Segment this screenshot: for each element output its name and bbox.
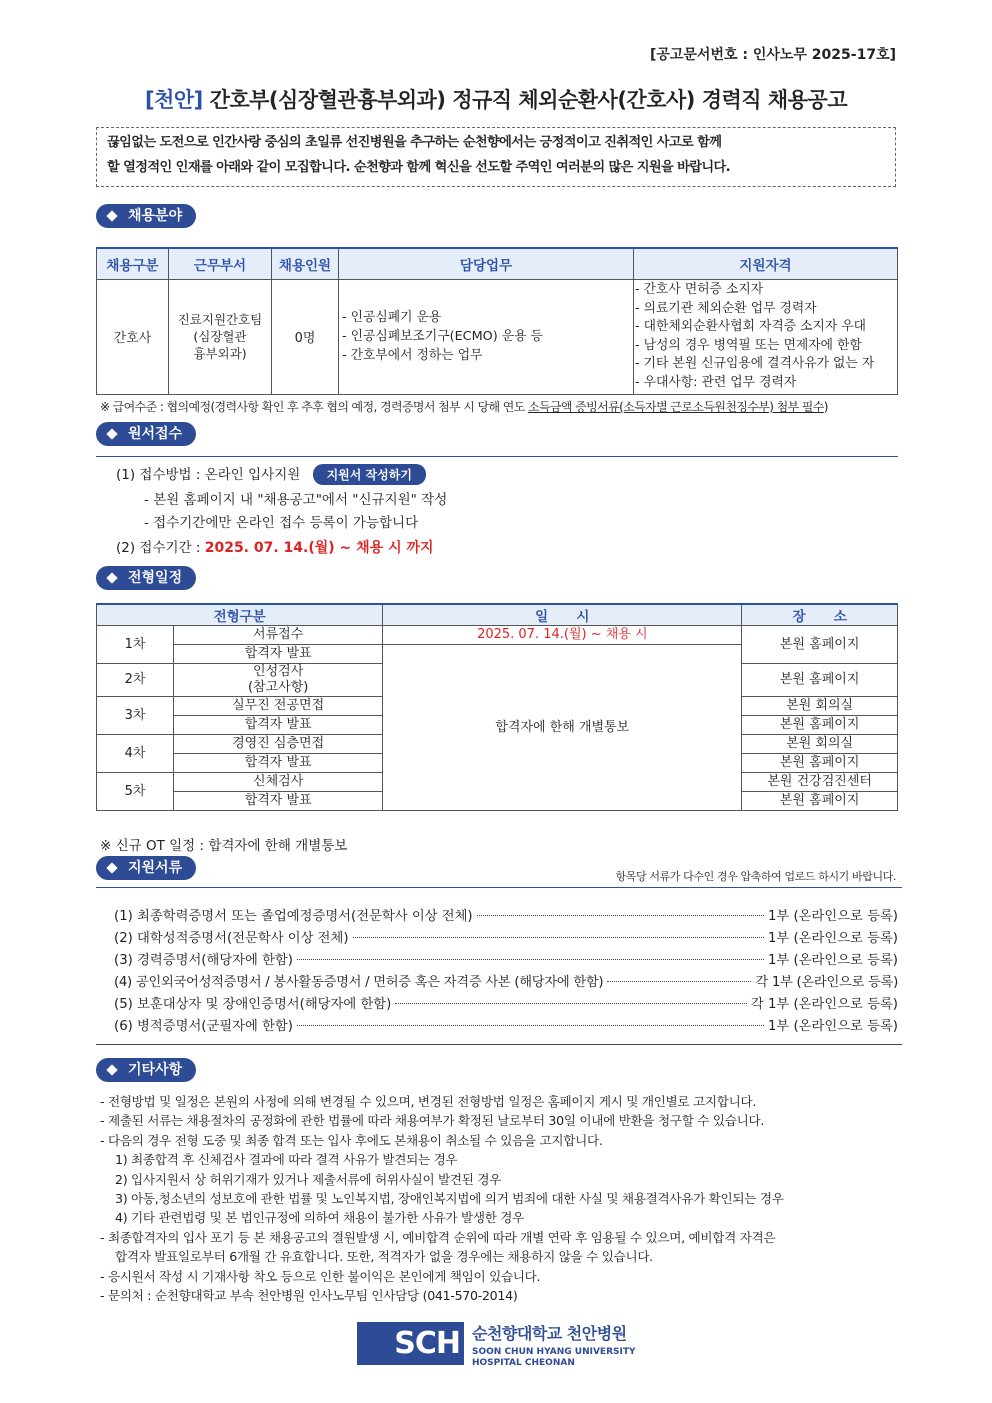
schedule-header-stage: 전형구분 xyxy=(97,604,383,626)
recruit-dept xyxy=(169,280,272,395)
diamond-icon xyxy=(106,862,117,873)
dot-leader xyxy=(353,937,764,938)
stage-step: 합격자 발표 xyxy=(174,792,383,811)
note-item: - 최종합격자의 입사 포기 등 본 채용공고의 결원발생 시, 예비합격 순위에 따라 개별 연락 후 임용될 수 있으며, 예비합격 자격은 xyxy=(100,1229,776,1245)
note-subitem: 4) 기타 관련법령 및 본 법인규정에 의하여 채용이 불가한 사유가 발생한 경우 xyxy=(115,1210,525,1226)
note-item: - 문의처 : 순천향대학교 부속 천안병원 인사노무팀 인사담당 (041-570-2014) xyxy=(100,1288,518,1304)
doc-item-name: (3) 경력증명서(해당자에 한함) xyxy=(114,953,293,968)
salary-note xyxy=(100,398,828,415)
recruit-quals xyxy=(634,280,898,395)
qual-item: - 우대사항: 관련 업무 경력자 xyxy=(635,374,797,390)
doc-item-name: (2) 대학성적증명서(전문학사 이상 전체) xyxy=(114,931,349,946)
note-subitem: 3) 아동,청소년의 성보호에 관한 법률 및 노인복지법, 장애인복지법에 의거 범죄에 대한 사실 및 채용결격사유가 확인되는 경우 xyxy=(115,1191,784,1207)
diamond-icon xyxy=(106,572,117,583)
apply-period-value: 2025. 07. 14.(월) ~ 채용 시 까지 xyxy=(204,540,434,556)
recruit-count: 0명 xyxy=(272,280,339,395)
doc-item-name: (5) 보훈대상자 및 장애인증명서(해당자에 한함) xyxy=(114,997,392,1012)
section-etc-heading xyxy=(96,1058,196,1082)
doc-item xyxy=(114,1015,898,1034)
recruit-header-qual: 지원자격 xyxy=(634,248,898,280)
dept-line: 흉부외과) xyxy=(193,346,247,362)
stage-step: 합격자 발표 xyxy=(174,754,383,773)
stage-step: 서류접수 xyxy=(174,626,383,645)
apply-sub-2: - 접수기간에만 온라인 접수 등록이 가능합니다 xyxy=(144,515,419,531)
stage-step: 신체검사 xyxy=(174,773,383,792)
recruit-header-type: 채용구분 xyxy=(97,248,169,280)
stage-step xyxy=(174,664,383,697)
stage-place: 본원 회의실 xyxy=(742,697,898,716)
docs-note: 항목당 서류가 다수인 경우 압축하여 업로드 하시기 바랍니다. xyxy=(615,870,896,883)
section-recruit-heading xyxy=(96,204,196,228)
stage-1: 1차 xyxy=(97,626,174,664)
stage-place: 본원 홈페이지 xyxy=(742,716,898,735)
stage-step: 경영진 심층면접 xyxy=(174,735,383,754)
doc-item-qty: 1부 (온라인으로 등록) xyxy=(767,1019,898,1034)
page-title xyxy=(0,84,992,114)
stage-3: 3차 xyxy=(97,697,174,735)
stage-place: 본원 건강검진센터 xyxy=(742,773,898,792)
write-application-button[interactable]: 지원서 작성하기 xyxy=(313,464,426,485)
recruit-duties xyxy=(339,280,634,395)
stage-place: 본원 홈페이지 xyxy=(742,754,898,773)
apply-method: (1) 접수방법 : 온라인 입사지원 xyxy=(116,467,301,483)
section-schedule-label: 전형일정 xyxy=(128,570,183,586)
title-region: [천안] xyxy=(144,88,203,112)
section-docs-heading xyxy=(96,856,196,880)
doc-item-qty: 각 1부 (온라인으로 등록) xyxy=(755,975,898,990)
section-divider xyxy=(96,456,898,457)
section-docs-label: 지원서류 xyxy=(128,860,183,876)
note-item: - 다음의 경우 전형 도중 및 최종 합격 또는 입사 후에도 본채용이 취소될 수 있음을 고지합니다. xyxy=(100,1132,603,1148)
recruit-type: 간호사 xyxy=(97,280,169,395)
schedule-individual-notice: 합격자에 한해 개별통보 xyxy=(383,645,742,811)
note-subitem: 2) 입사지원서 상 허위기재가 있거나 제출서류에 허위사실이 발견된 경우 xyxy=(115,1171,502,1187)
diamond-icon xyxy=(106,1064,117,1075)
section-etc-label: 기타사항 xyxy=(128,1062,183,1078)
recruit-header-count: 채용인원 xyxy=(272,248,339,280)
doc-item xyxy=(114,971,898,990)
recruit-header-duty: 담당업무 xyxy=(339,248,634,280)
title-main: 간호부(심장혈관흉부외과) 정규직 체외순환사(간호사) 경력직 채용공고 xyxy=(202,88,848,112)
note-item: - 제출된 서류는 채용절차의 공정화에 관한 법률에 따라 채용여부가 확정된 날로부터 30일 이내에 반환을 청구할 수 있습니다. xyxy=(100,1113,765,1129)
salary-note-required: 소득금액 증빙서류(소득자별 근로소득원천징수부) 첨부 필수 xyxy=(527,400,824,414)
dot-leader xyxy=(395,1003,747,1004)
dot-leader xyxy=(477,915,764,916)
stage-step-line: 인성검사 xyxy=(253,664,304,679)
schedule-table xyxy=(96,603,898,811)
doc-item-qty: 1부 (온라인으로 등록) xyxy=(767,909,898,924)
doc-item xyxy=(114,927,898,946)
apply-period-label: (2) 접수기간 : xyxy=(116,540,205,556)
stage-place: 본원 홈페이지 xyxy=(742,792,898,811)
qual-item: - 의료기관 체외순환 업무 경력자 xyxy=(635,300,817,316)
doc-item xyxy=(114,993,898,1012)
qual-item: - 남성의 경우 병역필 또는 면제자에 한함 xyxy=(635,337,862,353)
doc-item-qty: 1부 (온라인으로 등록) xyxy=(767,953,898,968)
logo-name-en-2: HOSPITAL CHEONAN xyxy=(472,1358,575,1368)
intro-line-1: 끊임없는 도전으로 인간사랑 중심의 초일류 선진병원을 추구하는 순천향에서는 긍정적이고 진취적인 사고로 함께 xyxy=(107,135,722,150)
stage-4: 4차 xyxy=(97,735,174,773)
stage-place: 본원 홈페이지 xyxy=(742,626,898,664)
dept-line: (심장혈관 xyxy=(193,329,247,345)
dot-leader xyxy=(607,981,751,982)
document-number: [공고문서번호 : 인사노무 2025-17호] xyxy=(649,47,896,63)
sch-logo-mark: SCH xyxy=(357,1322,464,1365)
duty-item: - 인공심폐기 운용 xyxy=(342,310,442,326)
note-item: - 응시원서 작성 시 기재사항 착오 등으로 인한 불이익은 본인에게 책임이 있습니다. xyxy=(100,1268,541,1284)
section-recruit-label: 채용분야 xyxy=(128,208,183,224)
stage-2: 2차 xyxy=(97,664,174,697)
qual-item: - 간호사 면허증 소지자 xyxy=(635,282,764,297)
logo-name-en-1: SOON CHUN HYANG UNIVERSITY xyxy=(472,1347,636,1357)
dot-leader xyxy=(297,1025,764,1026)
stage-step: 합격자 발표 xyxy=(174,716,383,735)
note-item: - 전형방법 및 일정은 본원의 사정에 의해 변경될 수 있으며, 변경된 전형방법 일정은 홈페이지 게시 및 개인별로 고지합니다. xyxy=(100,1094,757,1109)
qual-item: - 기타 본원 신규임용에 결격사유가 없는 자 xyxy=(635,356,875,372)
stage-step: 실무진 전공면접 xyxy=(174,697,383,716)
salary-note-prefix: ※ 급여수준 : 협의예정(경력사항 확인 후 추후 협의 예정, 경력증명서 첨부 시 당해 연도 xyxy=(100,400,528,414)
section-apply-heading xyxy=(96,422,196,446)
duty-item: - 인공심폐보조기구(ECMO) 운용 등 xyxy=(342,329,543,345)
schedule-header-date: 일 시 xyxy=(383,604,742,626)
recruit-table xyxy=(96,247,898,395)
stage-place: 본원 회의실 xyxy=(742,735,898,754)
apply-sub-1: - 본원 홈페이지 내 "채용공고"에서 "신규지원" 작성 xyxy=(144,492,448,508)
doc-item-qty: 각 1부 (온라인으로 등록) xyxy=(750,997,898,1012)
duty-item: - 간호부에서 정하는 업무 xyxy=(342,348,483,364)
salary-note-suffix: ) xyxy=(823,400,828,414)
stage-1-date: 2025. 07. 14.(월) ~ 채용 시 xyxy=(383,626,742,645)
section-divider xyxy=(96,887,902,888)
note-item-continued: 합격자 발표일로부터 6개월 간 유효합니다. 또한, 적격자가 없을 경우에는 채용하지 않을 수 있습니다. xyxy=(115,1249,653,1265)
section-divider xyxy=(96,1044,902,1045)
section-schedule-heading xyxy=(96,566,196,590)
doc-item-name: (4) 공인외국어성적증명서 / 봉사활동증명서 / 면허증 혹은 자격증 사본 (해당자에 한함) xyxy=(114,975,604,990)
stage-step-line: (참고사항) xyxy=(247,680,309,695)
recruit-header-dept: 근무부서 xyxy=(169,248,272,280)
schedule-header-place: 장 소 xyxy=(742,604,898,626)
section-apply-label: 원서접수 xyxy=(128,426,183,442)
notes-list xyxy=(100,1092,784,1305)
intro-line-2: 할 열정적인 인재를 아래와 같이 모집합니다. 순천향과 함께 혁신을 선도할 주역인 여러분의 많은 지원을 바랍니다. xyxy=(107,160,731,175)
doc-item-name: (6) 병적증명서(군필자에 한함) xyxy=(114,1019,293,1034)
hospital-logo-text xyxy=(472,1321,636,1369)
stage-5: 5차 xyxy=(97,773,174,811)
doc-item-qty: 1부 (온라인으로 등록) xyxy=(767,931,898,946)
doc-item xyxy=(114,905,898,924)
dot-leader xyxy=(297,959,764,960)
note-subitem: 1) 최종합격 후 신체검사 결과에 따라 결격 사유가 발견되는 경우 xyxy=(115,1152,458,1168)
stage-place: 본원 홈페이지 xyxy=(742,664,898,697)
intro-box xyxy=(96,127,896,187)
apply-method-row xyxy=(116,463,426,485)
dept-line: 진료지원간호팀 xyxy=(177,312,263,328)
qual-item: - 대한체외순환사협회 자격증 소지자 우대 xyxy=(635,319,867,335)
ot-note: ※ 신규 OT 일정 : 합격자에 한해 개별통보 xyxy=(100,838,348,854)
logo-name-ko: 순천향대학교 천안병원 xyxy=(472,1324,627,1343)
doc-item xyxy=(114,949,898,968)
doc-item-name: (1) 최종학력증명서 또는 졸업예정증명서(전문학사 이상 전체) xyxy=(114,909,473,924)
stage-step: 합격자 발표 xyxy=(174,645,383,664)
apply-period xyxy=(116,536,434,557)
diamond-icon xyxy=(106,210,117,221)
diamond-icon xyxy=(106,428,117,439)
